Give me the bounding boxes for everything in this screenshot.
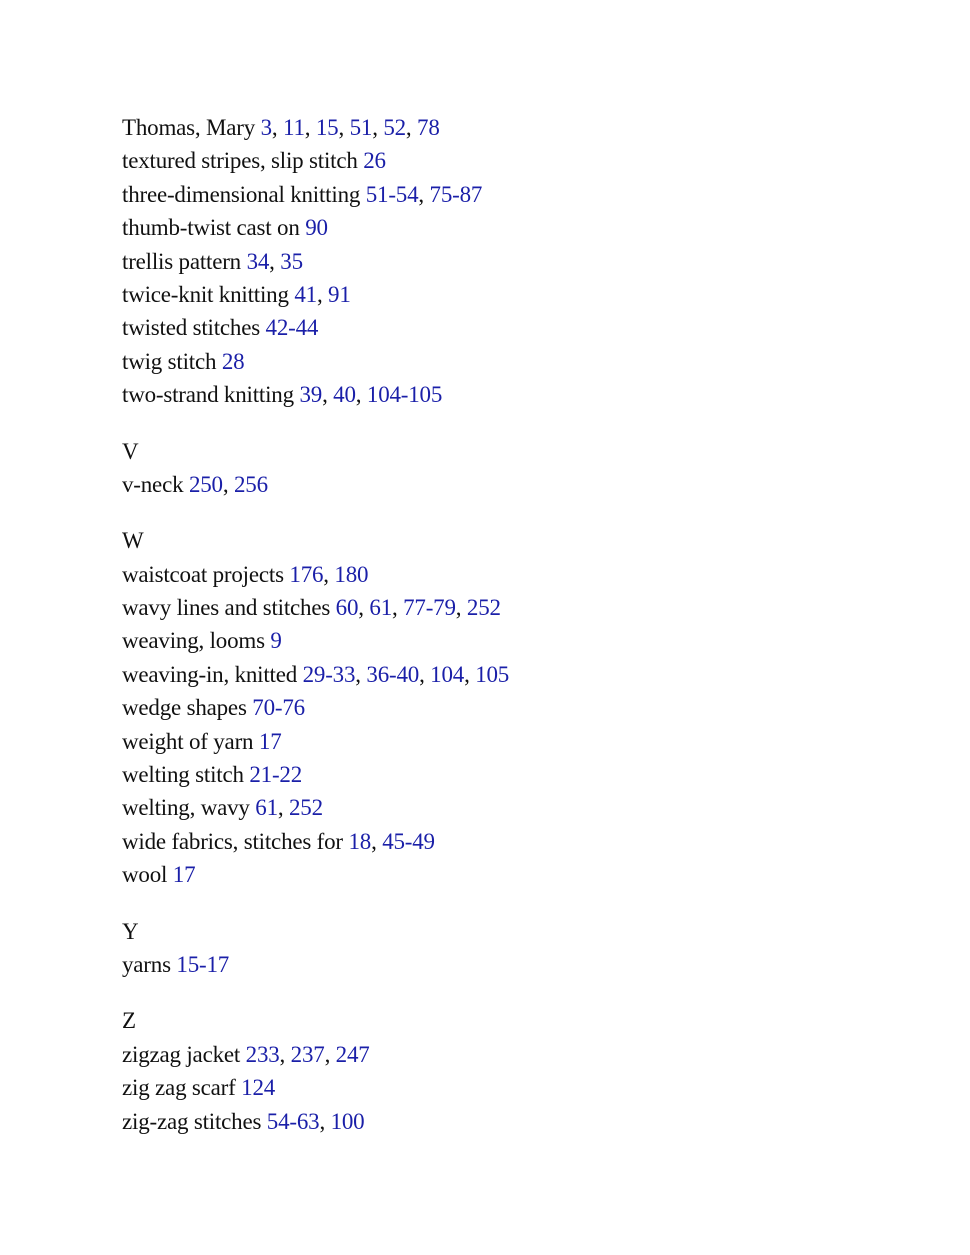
index-entry [122, 378, 922, 411]
index-entry [122, 624, 922, 657]
page-separator: , [455, 595, 467, 621]
page-reference-link[interactable]: 247 [335, 1041, 370, 1067]
page-reference-link[interactable]: 250 [188, 471, 223, 497]
index-term: textured stripes, slip stitch [122, 148, 358, 174]
page-separator: , [355, 382, 367, 408]
index-entry [122, 1071, 922, 1104]
index-entry [122, 658, 922, 691]
section-letter-heading: Z [122, 1008, 137, 1034]
page-reference-link[interactable]: 252 [466, 595, 501, 621]
page-reference-link[interactable]: 233 [245, 1041, 280, 1067]
page-separator: , [279, 1041, 291, 1067]
page-reference-link[interactable]: 252 [289, 795, 323, 821]
page-reference-link[interactable]: 124 [241, 1075, 276, 1101]
page-reference-link[interactable]: 15-17 [176, 951, 230, 977]
page-reference-link[interactable]: 52 [383, 115, 406, 140]
index-term: v-neck [122, 471, 184, 497]
index-entry [122, 758, 922, 791]
page-separator: , [355, 661, 367, 687]
index-term: welting stitch [122, 762, 244, 788]
page-reference-link[interactable]: 17 [172, 862, 196, 888]
index-entry [122, 278, 922, 311]
index-term: Thomas, Mary [122, 115, 256, 140]
page-reference-link[interactable]: 39 [299, 382, 323, 408]
page-reference-link[interactable]: 105 [475, 661, 510, 687]
index-entry [122, 558, 922, 591]
index-term: yarns [122, 951, 171, 977]
page-reference-link[interactable]: 41 [294, 281, 317, 307]
page-reference-link[interactable]: 36-40 [366, 661, 420, 687]
page-reference-link[interactable]: 28 [221, 348, 245, 374]
page-reference-link[interactable]: 45-49 [382, 828, 435, 854]
page-reference-link[interactable]: 9 [270, 628, 282, 654]
page-reference-link[interactable]: 100 [330, 1108, 365, 1134]
index-term: two-strand knitting [122, 382, 294, 408]
page-separator: , [269, 248, 281, 274]
index-entry [122, 825, 922, 858]
page-reference-link[interactable]: 18 [348, 828, 372, 854]
index-term: zigzag jacket [122, 1041, 241, 1067]
page-reference-link[interactable]: 104-105 [366, 382, 443, 408]
index-term: twig stitch [122, 348, 217, 374]
page-separator: , [319, 1108, 331, 1134]
page-reference-link[interactable]: 78 [417, 115, 440, 140]
index-entry [122, 211, 922, 244]
page-reference-link[interactable]: 70-76 [252, 695, 305, 721]
index-entry [122, 144, 922, 177]
index-term: welting, wavy [122, 795, 250, 821]
index-term: trellis pattern [122, 248, 241, 274]
page-reference-link[interactable]: 180 [334, 561, 369, 587]
page-reference-link[interactable]: 51 [349, 115, 373, 140]
page-separator: , [322, 382, 334, 408]
page-separator: , [277, 795, 289, 821]
index-term: zig zag scarf [122, 1075, 236, 1101]
page-reference-link[interactable]: 104 [430, 661, 465, 687]
index-term: weaving, looms [122, 628, 265, 654]
index-entry [122, 111, 922, 144]
index-term: weaving-in, knitted [122, 661, 298, 687]
section-letter-heading: W [122, 528, 144, 554]
index-term: three-dimensional knitting [122, 181, 361, 207]
section-letter-heading: V [122, 438, 139, 464]
page-separator: , [222, 471, 234, 497]
index-entry [122, 591, 922, 624]
index-page [122, 111, 922, 1138]
index-entry [122, 1038, 922, 1071]
index-term: thumb-twist cast on [122, 215, 300, 241]
index-term: weight of yarn [122, 728, 254, 754]
page-reference-link[interactable]: 34 [246, 248, 270, 274]
page-reference-link[interactable]: 90 [305, 215, 328, 241]
page-separator: , [316, 281, 329, 307]
index-entry [122, 178, 922, 211]
page-reference-link[interactable]: 35 [280, 248, 303, 274]
index-entry [122, 468, 922, 501]
index-section [122, 915, 922, 982]
index-term: waistcoat projects [122, 561, 284, 587]
page-separator: , [338, 115, 350, 140]
index-entry [122, 725, 922, 758]
index-section [122, 435, 922, 502]
page-reference-link[interactable]: 40 [333, 382, 356, 408]
page-reference-link[interactable]: 26 [363, 148, 386, 174]
index-term: zig-zag stitches [122, 1108, 262, 1134]
index-term: wool [122, 862, 168, 888]
index-term: wide fabrics, stitches for [122, 828, 343, 854]
page-separator: , [418, 181, 430, 207]
page-reference-link[interactable]: 91 [328, 281, 351, 307]
page-reference-link[interactable]: 75-87 [429, 181, 483, 207]
page-reference-link[interactable]: 17 [258, 728, 282, 754]
page-reference-link[interactable]: 54-63 [266, 1108, 320, 1134]
index-entry [122, 858, 922, 891]
page-separator: , [323, 561, 335, 587]
page-reference-link[interactable]: 237 [290, 1041, 325, 1067]
index-section [122, 524, 922, 891]
page-reference-link[interactable]: 61 [369, 595, 392, 621]
index-entry [122, 948, 922, 981]
page-separator: , [371, 828, 383, 854]
index-entry [122, 311, 922, 344]
page-reference-link[interactable]: 176 [289, 561, 324, 587]
page-separator: , [405, 115, 418, 140]
page-reference-link[interactable]: 3 [260, 115, 272, 140]
page-reference-link[interactable]: 21-22 [249, 762, 303, 788]
index-entry [122, 245, 922, 278]
page-reference-link[interactable]: 61 [255, 795, 278, 821]
page-reference-link[interactable]: 51-54 [365, 181, 419, 207]
index-term: wedge shapes [122, 695, 247, 721]
page-separator: , [372, 115, 384, 140]
index-term: twice-knit knitting [122, 281, 289, 307]
page-separator: , [324, 1041, 336, 1067]
index-entry [122, 345, 922, 378]
section-letter-heading: Y [122, 918, 139, 944]
index-term: twisted stitches [122, 315, 260, 341]
page-separator: , [392, 595, 404, 621]
page-reference-link[interactable]: 77-79 [403, 595, 456, 621]
index-section [122, 111, 922, 412]
page-separator: , [358, 595, 370, 621]
page-reference-link[interactable]: 42-44 [265, 315, 319, 341]
page-reference-link[interactable]: 60 [335, 595, 359, 621]
page-separator: , [464, 661, 476, 687]
page-separator: , [304, 115, 316, 140]
page-separator: , [271, 115, 284, 140]
index-term: wavy lines and stitches [122, 595, 331, 621]
index-entry [122, 691, 922, 724]
index-entry [122, 791, 922, 824]
page-reference-link[interactable]: 15 [315, 115, 339, 140]
index-section [122, 1004, 922, 1138]
index-entry [122, 1105, 922, 1138]
page-reference-link[interactable]: 256 [233, 471, 268, 497]
page-reference-link[interactable]: 29-33 [302, 661, 356, 687]
page-separator: , [419, 661, 431, 687]
page-reference-link[interactable]: 11 [283, 115, 305, 140]
